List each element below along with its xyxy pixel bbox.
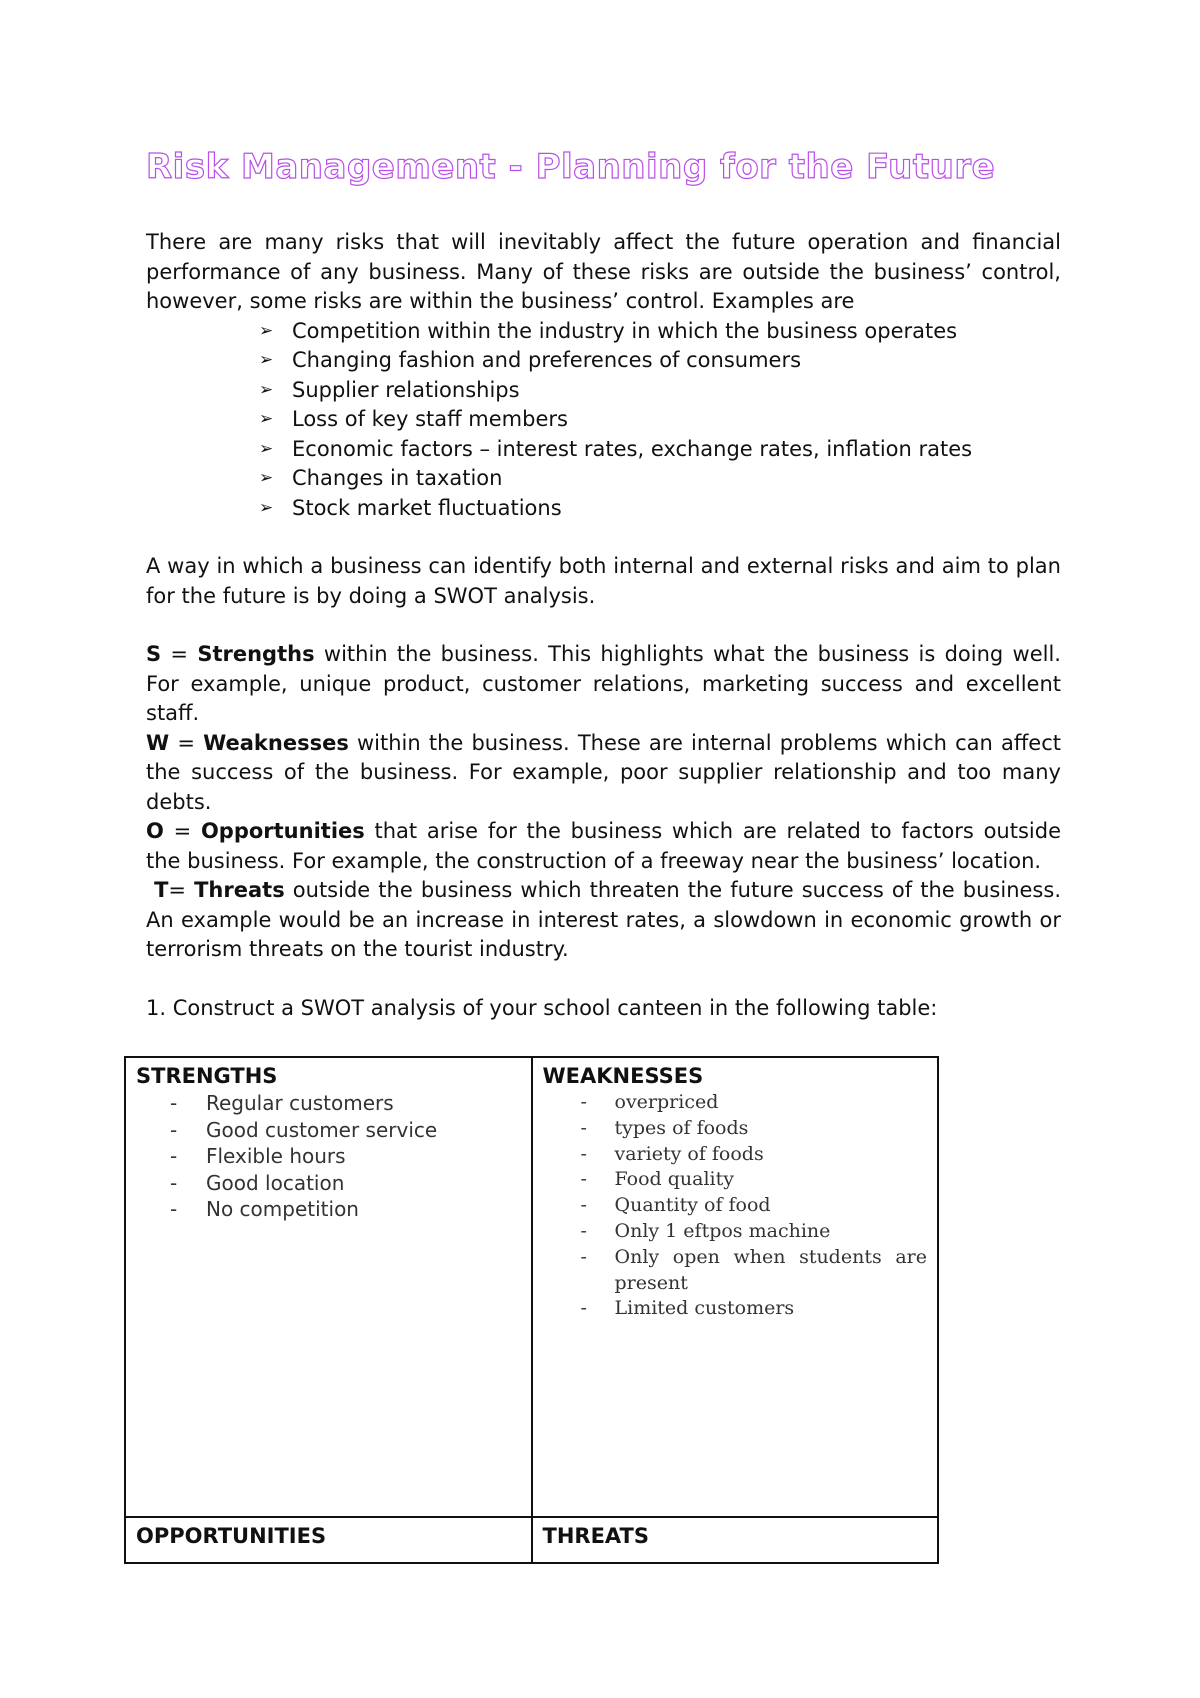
strengths-heading: STRENGTHS (136, 1064, 278, 1088)
opportunities-heading: OPPORTUNITIES (136, 1524, 327, 1548)
threats-definition: T= Threats outside the business which threaten the future success of the business. An example would be an increase in interest rates, a slowdown in economic growth or terrorism threats on the tourist industry. (146, 878, 1061, 961)
arrowhead-bullet-icon: ➢ (259, 438, 274, 459)
list-item: - Good location (170, 1170, 521, 1197)
list-item: ➢ Supplier relationships (259, 376, 1061, 406)
swot-table (124, 1056, 939, 1564)
list-item: ➢ Changing fashion and preferences of consumers (259, 346, 1061, 376)
swot-definitions (146, 640, 1061, 965)
page-title: Risk Management - Planning for the Future (146, 147, 996, 187)
intro-paragraph: There are many risks that will inevitably affect the future operation and financial performance of any business. Many of these risks are outside the business’ control, however, some risks are within the business’ control. Examples are (146, 230, 1061, 313)
arrowhead-bullet-icon: ➢ (259, 497, 274, 518)
arrowhead-bullet-icon: ➢ (259, 468, 274, 488)
opportunities-definition: O = Opportunities that arise for the business which are related to factors outside the business. For example, the construction of a freeway near the business’ location. (146, 819, 1061, 873)
weaknesses-definition: W = Weaknesses within the business. These are internal problems which can affect the success of the business. For example, poor supplier relationship and too many debts. (146, 730, 1061, 814)
list-item: - Food quality (581, 1167, 928, 1193)
list-item: - Quantity of food (581, 1193, 928, 1219)
arrowhead-bullet-icon: ➢ (259, 350, 274, 370)
swot-intro-paragraph: A way in which a business can identify both internal and external risks and aim to plan for the future is by doing a SWOT analysis. (146, 554, 1061, 608)
list-item: - types of foods (581, 1116, 928, 1142)
weaknesses-cell[interactable] (532, 1057, 939, 1517)
list-item: - variety of foods (581, 1142, 928, 1168)
arrowhead-bullet-icon: ➢ (259, 409, 274, 429)
list-item: - Regular customers (170, 1090, 521, 1117)
strengths-definition: S = Strengths within the business. This highlights what the business is doing well. For example, unique product, customer relations, marketing success and excellent staff. (146, 642, 1061, 725)
list-item: ➢ Loss of key staff members (259, 405, 1061, 435)
strengths-list (136, 1090, 521, 1223)
threats-heading: THREATS (542, 1524, 649, 1548)
list-item: - Only open when students are present (581, 1245, 928, 1297)
list-item: - Only 1 eftpos machine (581, 1219, 928, 1245)
list-item: ➢ Competition within the industry in which the business operates (259, 317, 1061, 347)
list-item: - Limited customers (581, 1296, 928, 1322)
weaknesses-list (543, 1090, 928, 1322)
list-item: - No competition (170, 1196, 521, 1223)
list-item: ➢ Changes in taxation (259, 464, 1061, 494)
risk-examples-list (146, 317, 1061, 524)
list-item: ➢ Economic factors – interest rates, exchange rates, inflation rates (259, 435, 1061, 465)
weaknesses-heading: WEAKNESSES (542, 1064, 704, 1088)
list-item: - Flexible hours (170, 1143, 521, 1170)
list-item: ➢ Stock market fluctuations (259, 494, 1061, 524)
arrowhead-bullet-icon: ➢ (259, 320, 274, 341)
threats-cell[interactable] (532, 1517, 939, 1563)
list-item: - Good customer service (170, 1117, 521, 1144)
question-1: 1. Construct a SWOT analysis of your school canteen in the following table: (146, 995, 938, 1020)
arrowhead-bullet-icon: ➢ (259, 379, 274, 400)
list-item: - overpriced (581, 1090, 928, 1116)
opportunities-cell[interactable] (125, 1517, 532, 1563)
strengths-cell[interactable] (125, 1057, 532, 1517)
worksheet-page (146, 147, 1061, 1033)
